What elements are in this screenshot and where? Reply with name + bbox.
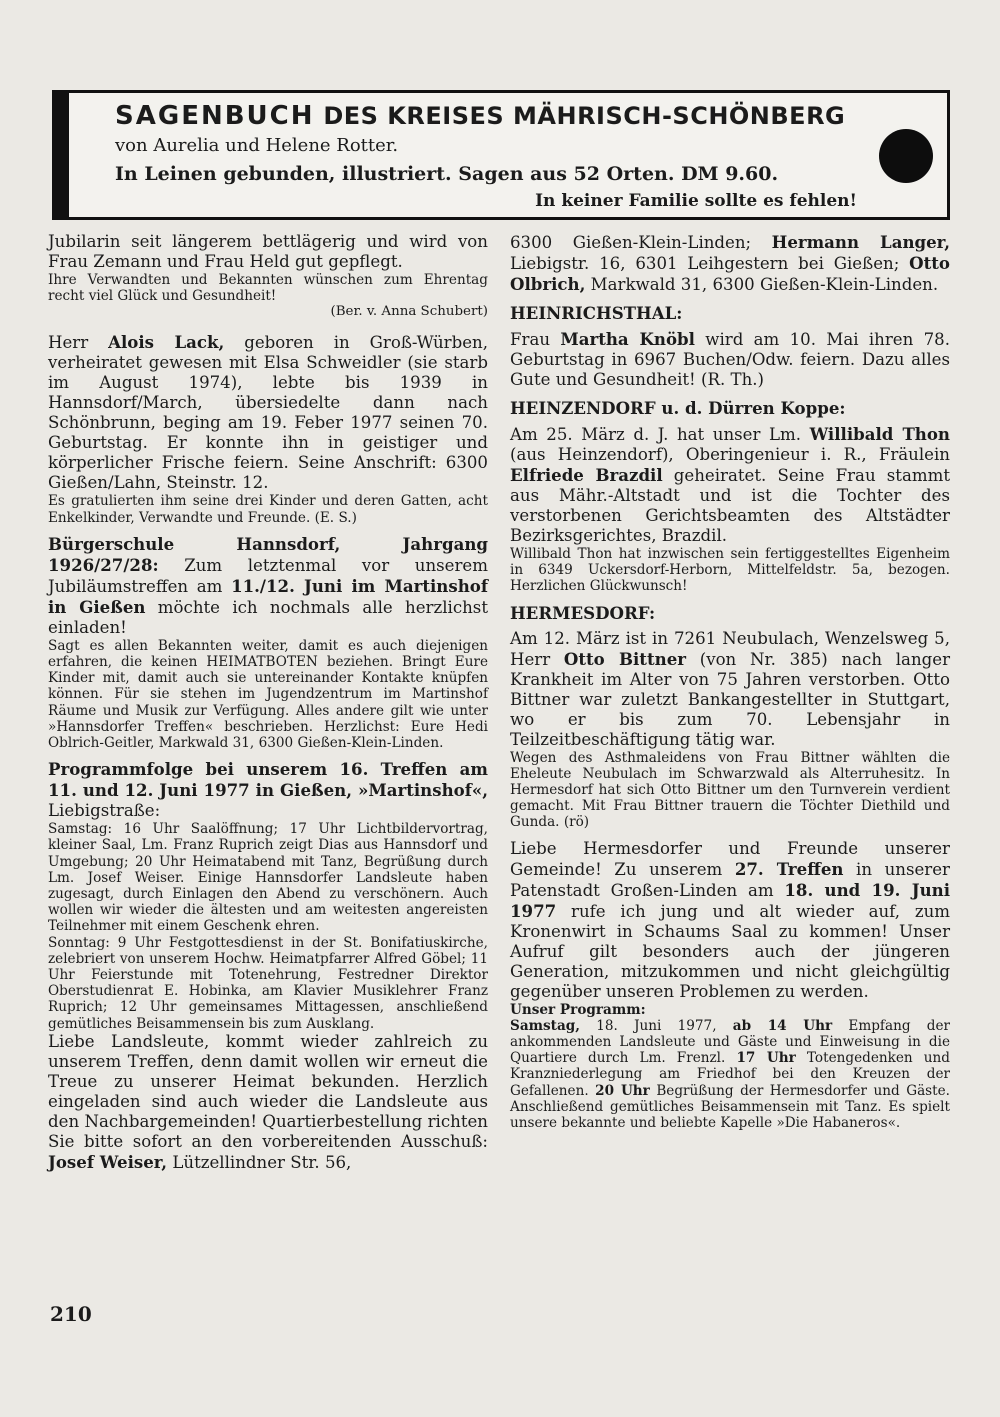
program-label: Unser Programm: [510,1001,646,1018]
heinzendorf-details: Willibald Thon hat inzwischen sein fertiggestelltes Eigenheim in 6349 Uckersdorf-Herborn, Mittelfeldstr. 5a, bezogen. Herzlichen Glückwunsch! [510,546,950,595]
heinzendorf-text: Am 25. März d. J. hat unser Lm. Willibald Thon (aus Heinzendorf), Oberingenieur i. R., Fräulein Elfriede Brazdil geheiratet. Seine Frau stammt aus Mähr.-Altstadt und ist die Tochter des verstorbenen Gerichtsbeamten des Altstädter Bezirksgerichtes, Brazdil. [510,424,950,545]
ad-title [115,101,845,131]
ad-dot-icon [879,129,933,183]
heinrichsthal-text: Frau Martha Knöbl wird am 10. Mai ihren 78. Geburtstag in 6967 Buchen/Odw. feiern. Dazu alles Gute und Gesundheit! (R. Th.) [510,329,950,389]
heinzendorf-heading: HEINZENDORF u. d. Dürren Koppe: [510,398,846,418]
page-number: 210 [50,1302,92,1326]
ad-left-bar [55,93,69,217]
program-saturday: Samstag: 16 Uhr Saalöffnung; 17 Uhr Lichtbildervortrag, kleiner Saal, Lm. Franz Ruprich zeigt Dias aus Hannsdorf und Umgebung; 20 Uhr Heimatabend mit Tanz, Begrüßung durch Lm. Josef Weiser. Einige Hannsdorfer Landsleute haben zugesagt, durch Einlagen den Abend zu verschönern. Auch wollen wir wieder die ältesten und am weitesten angereisten Teilnehmer mit einem Geschenk ehren. [48,821,488,935]
left-column [48,232,488,1173]
lack-name: Alois Lack, [108,332,225,353]
ad-authors: von Aurelia und Helene Rotter. [115,135,399,156]
zemann-text: Jubilarin seit längerem bettlägerig und wird von Frau Zemann und Frau Held gut gepflegt. [48,232,488,271]
right-column [510,232,950,1139]
ad-title-big: SAGENBUCH [115,101,315,131]
buergerschule-heading: Bürgerschule Hannsdorf, Jahrgang 1926/27/28: [48,533,488,575]
ad-title-rest: DES KREISES MÄHRISCH-SCHÖNBERG [314,102,846,130]
hermesdorf-details: Wegen des Asthmaleidens von Frau Bittner wählten die Eheleute Neubulach im Schwarzwald als Alterruhesitz. In Hermesdorf hat sich Otto Bittner um den Turnverein verdient gemacht. Mit Frau Bittner trauern die Töchter Diethild und Gunda. (rö) [510,749,950,831]
program-heading: Programmfolge bei unserem 16. Treffen am 11. und 12. Juni 1977 in Gießen, »Martinshof«, [48,759,488,801]
buergerschule-text: Bürgerschule Hannsdorf, Jahrgang 1926/27/28: Zum letztenmal vor unserem Jubiläumstreffen am 11./12. Juni im Martinshof in Gießen möchte ich nochmals alle herzlichst einladen! [48,533,488,637]
program-heading-text: Programmfolge bei unserem 16. Treffen am 11. und 12. Juni 1977 in Gießen, »Martinshof«, Liebigstraße: [48,759,488,821]
contacts-continued: 6300 Gießen-Klein-Linden; Hermann Langer, Liebigstr. 16, 6301 Leihgestern bei Gießen; Otto Olbrich, Markwald 31, 6300 Gießen-Klein-Linden. [510,232,950,294]
ad-binding: In Leinen gebunden, illustriert. Sagen aus 52 Orten. DM 9.60. [115,163,779,185]
lack-text: Herr Alois Lack, geboren in Groß-Würben, verheiratet gewesen mit Elsa Schweidler (sie starb im August 1974), lebte bis 1939 in Hannsdorf/March, übersiedelte dann nach Schönbrunn, beging am 19. Feber 1977 seinen 70. Geburtstag. Er konnte ihn in geistiger und körperlicher Frische feiern. Seine Anschrift: 6300 Gießen/Lahn, Steinstr. 12. [48,332,489,493]
buergerschule-date: 11./12. Juni im Martinshof in Gießen [48,575,488,617]
buergerschule-details: Sagt es allen Bekannten weiter, damit es auch diejenigen erfahren, die keinen HEIMATBOTEN beziehen. Bringt Eure Kinder mit, damit auch sie untereinander Kontakte knüpfen können. Für sie stehen im Jugendzentrum im Martinshof Räume und Musik zur Verfügung. Alles andere gilt wie unter »Hannsdorfer Treffen« beschrieben. Herzlichst: Eure Hedi Oblrich-Geitler, Markwald 31, 6300 Gießen-Klein-Linden. [48,637,488,752]
zemann-wishes: Ihre Verwandten und Bekannten wünschen zum Ehrentag recht viel Glück und Gesundheit! [48,272,488,305]
lack-congrats: Es gratulierten ihm seine drei Kinder und deren Gatten, acht Enkelkinder, Verwandte und Freunde. (E. S.) [48,493,488,526]
zemann-byline: (Ber. v. Anna Schubert) [330,304,488,320]
hermesdorf-heading: HERMESDORF: [510,602,656,623]
hermesdorf-invitation: Liebe Hermesdorfer und Freunde unserer Gemeinde! Zu unserem 27. Treffen in unserer Patenstadt Großen-Linden am 18. und 19. Juni 1977 rufe ich jung und alt wieder auf, zum Kronenwirt in Schaums Saal zu kommen! Unser Aufruf gilt besonders auch der jüngeren Generation, mitzukommen und nicht gleichgültig gegenüber unseren Problemen zu werden. [510,838,950,1001]
call-name: Josef Weiser, [48,1151,168,1172]
hermesdorf-obituary: Am 12. März ist in 7261 Neubulach, Wenzelsweg 5, Herr Otto Bittner (von Nr. 385) nach langer Krankheit im Alter von 75 Jahren verstorben. Otto Bittner war zuletzt Bankangestellter in Stuttgart, wo er bis zum 70. Lebensjahr in Teilzeitbeschäftigung tätig war. [510,628,951,749]
heinrichsthal-heading: HEINRICHSTHAL: [510,303,683,323]
program-sunday: Sonntag: 9 Uhr Festgottesdienst in der St. Bonifatiuskirche, zelebriert von unserem Hochw. Heimatpfarrer Alfred Göbel; 11 Uhr Feierstunde mit Totenehrung, Festredner Direktor Oberstudienrat E. Hobinka, am Klavier Musiklehrer Franz Ruprich; 12 Uhr gemeinsames Mittagessen, anschließend gemütliches Beisammensein bis zum Ausklang. [48,934,488,1032]
call-text: Liebe Landsleute, kommt wieder zahlreich zu unserem Treffen, denn damit wollen wir erneut die Treue zu unserer Heimat bekunden. Herzlich eingeladen sind auch wieder die Landsleute aus den Nachbargemeinden! Quartierbestellung richten Sie bitte sofort an den vorbereitenden Ausschuß: Josef Weiser, Lützellindner Str. 56, [48,1031,488,1172]
ad-slogan: In keiner Familie sollte es fehlen! [535,191,857,211]
book-advertisement [52,90,950,220]
hermesdorf-program: Samstag, 18. Juni 1977, ab 14 Uhr Empfang der ankommenden Landsleute und Gäste und Einweisung in die Quartiere durch Lm. Frenzl. 17 Uhr Totengedenken und Kranzniederlegung am Friedhof bei den Kreuzen der Gefallenen. 20 Uhr Begrüßung der Hermesdorfer und Gäste. Anschließend gemütliches Beisammensein mit Tanz. Es spielt unsere bekannte und beliebte Kapelle »Die Habaneros«. [510,1017,950,1132]
